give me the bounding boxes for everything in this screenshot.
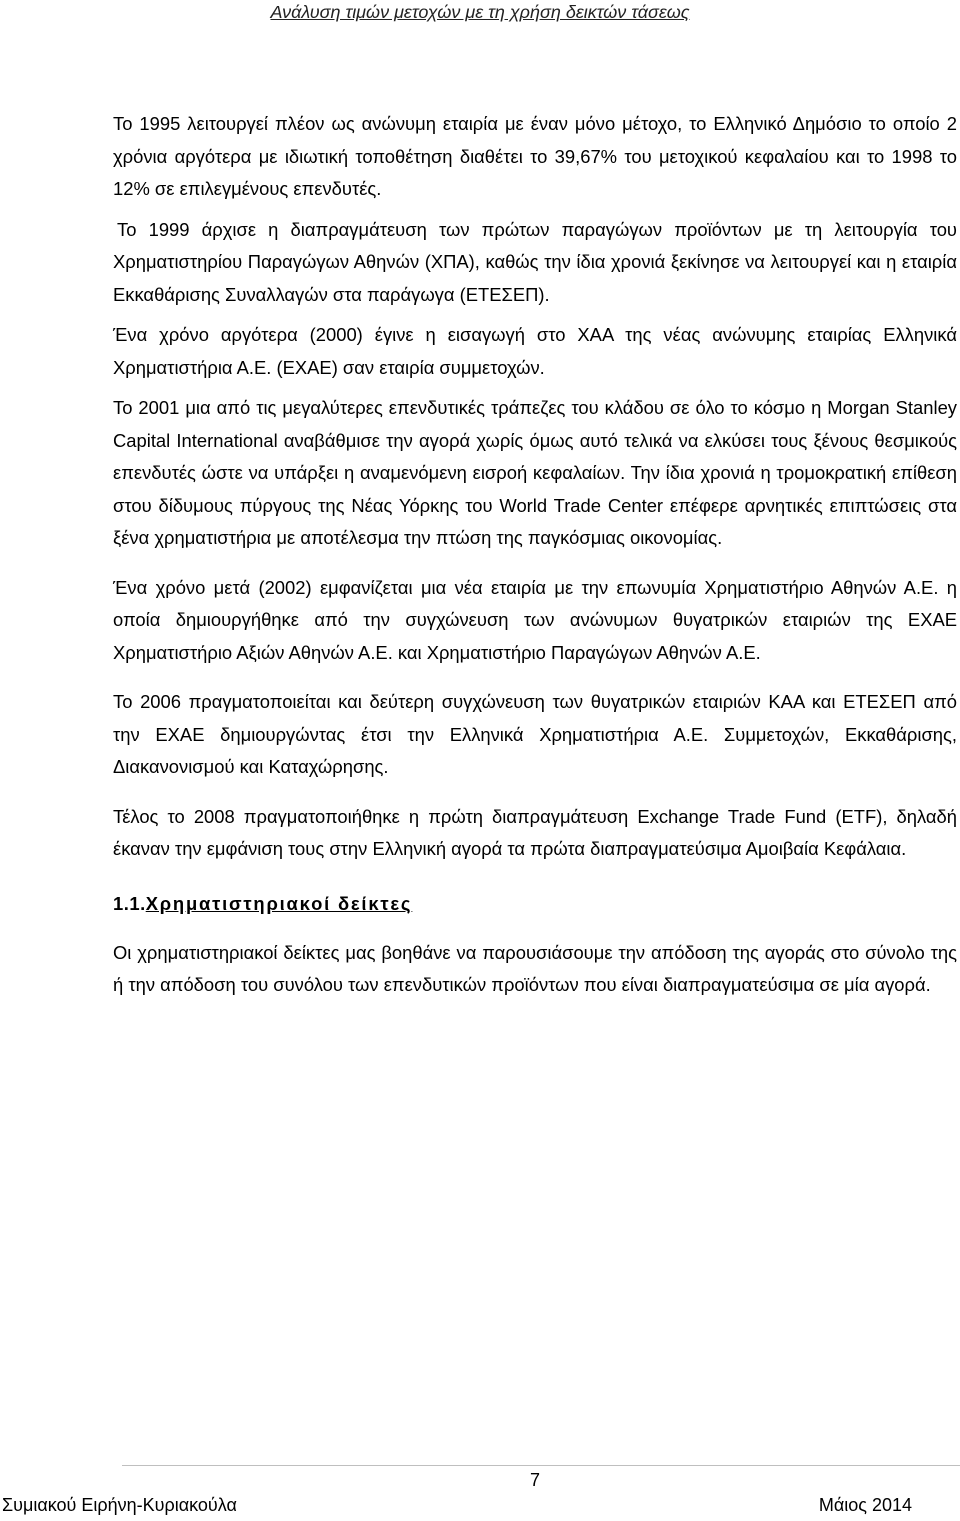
footer-author: Συμιακού Ειρήνη-Κυριακούλα bbox=[2, 1495, 237, 1515]
footer-date: Μάιος 2014 bbox=[818, 1495, 912, 1515]
section-number: 1.1. bbox=[113, 892, 146, 914]
paragraph-1999: Το 1999 άρχισε η διαπραγμάτευση των πρώτων παραγώγων προϊόντων με τη λειτουργία του Χρηματιστηρίου Παραγώγων Αθηνών (ΧΠΑ), καθώς την ίδια χρονιά ξεκίνησε να λειτουργεί και η εταιρία Εκκαθάρισης Συναλλαγών στα παράγωγα (ΕΤΕΣΕΠ). bbox=[113, 218, 957, 305]
footer-divider bbox=[122, 1465, 960, 1466]
paragraph-indices: Οι χρηματιστηριακοί δείκτες μας βοηθάνε να παρουσιάσουμε την απόδοση της αγοράς στο σύνολο της ή την απόδοση του συνόλου των επενδυτικών προϊόντων που είναι διαπραγματεύσιμα σε μία αγορά. bbox=[113, 941, 957, 995]
paragraph-1995: Το 1995 λειτουργεί πλέον ως ανώνυμη εταιρία με έναν μόνο μέτοχο, το Ελληνικό Δημόσιο το οποίο 2 χρόνια αργότερα με ιδιωτική τοποθέτηση διαθέτει το 39,67% του μετοχικού κεφαλαίου και το 1998 το 12% σε επιλεγμένους επενδυτές. bbox=[113, 113, 957, 199]
page-number: 7 bbox=[529, 1470, 540, 1490]
paragraph-2001: Το 2001 μια από τις μεγαλύτερες επενδυτικές τράπεζες του κλάδου σε όλο το κόσμο η Morgan Stanley Capital International αναβάθμισε την αγορά χωρίς όμως αυτό τελικά να ελκύσει τους ξένους θεσμικούς επενδυτές ώστε να υπάρξει η αναμενόμενη εισροή κεφαλαίων. Την ίδια χρονιά η τρομοκρατική επίθεση στου δίδυμους πύργους της Νέας Υόρκης του World Trade Center επέφερε αρνητικές επιπτώσεις στα ξένα χρηματιστήρια με αποτέλεσμα την πτώση της παγκόσμιας οικονομίας. bbox=[113, 397, 957, 548]
running-header-title: Ανάλυση τιμών μετοχών με τη χρήση δεικτών τάσεως bbox=[270, 2, 690, 22]
paragraph-2000: Ένα χρόνο αργότερα (2000) έγινε η εισαγωγή στο ΧΑΑ της νέας ανώνυμης εταιρίας Ελληνικά Χρηματιστήρια Α.Ε. (ΕΧΑΕ) σαν εταιρία συμμετοχών. bbox=[113, 324, 957, 378]
paragraph-2002: Ένα χρόνο μετά (2002) εμφανίζεται μια νέα εταιρία με την επωνυμία Χρηματιστήριο Αθηνών Α.Ε. η οποία δημιουργήθηκε από την συγχώνευση των ανώνυμων θυγατρικών εταιριών της ΕΧΑΕ Χρηματιστήριο Αξιών Αθηνών Α.Ε. και Χρηματιστήριο Παραγώγων Αθηνών Α.Ε. bbox=[113, 576, 957, 663]
paragraph-2008: Τέλος το 2008 πραγματοποιήθηκε η πρώτη διαπραγμάτευση Exchange Trade Fund (ETF), δηλαδή έκαναν την εμφάνιση τους στην Ελληνική αγορά τα πρώτα διαπραγματεύσιμα Αμοιβαία Κεφάλαια. bbox=[113, 805, 957, 859]
paragraph-2006: Το 2006 πραγματοποιείται και δεύτερη συγχώνευση των θυγατρικών εταιριών ΚΑΑ και ΕΤΕΣΕΠ από την ΕΧΑΕ δημιουργώντας έτσι την Ελληνικά Χρηματιστήρια Α.Ε. Συμμετοχών, Εκκαθάρισης, Διακανονισμού και Καταχώρησης. bbox=[113, 691, 957, 777]
section-title: Χρηματιστηριακοί δείκτες bbox=[145, 892, 413, 914]
document-body bbox=[113, 108, 957, 1002]
section-heading bbox=[113, 888, 957, 920]
